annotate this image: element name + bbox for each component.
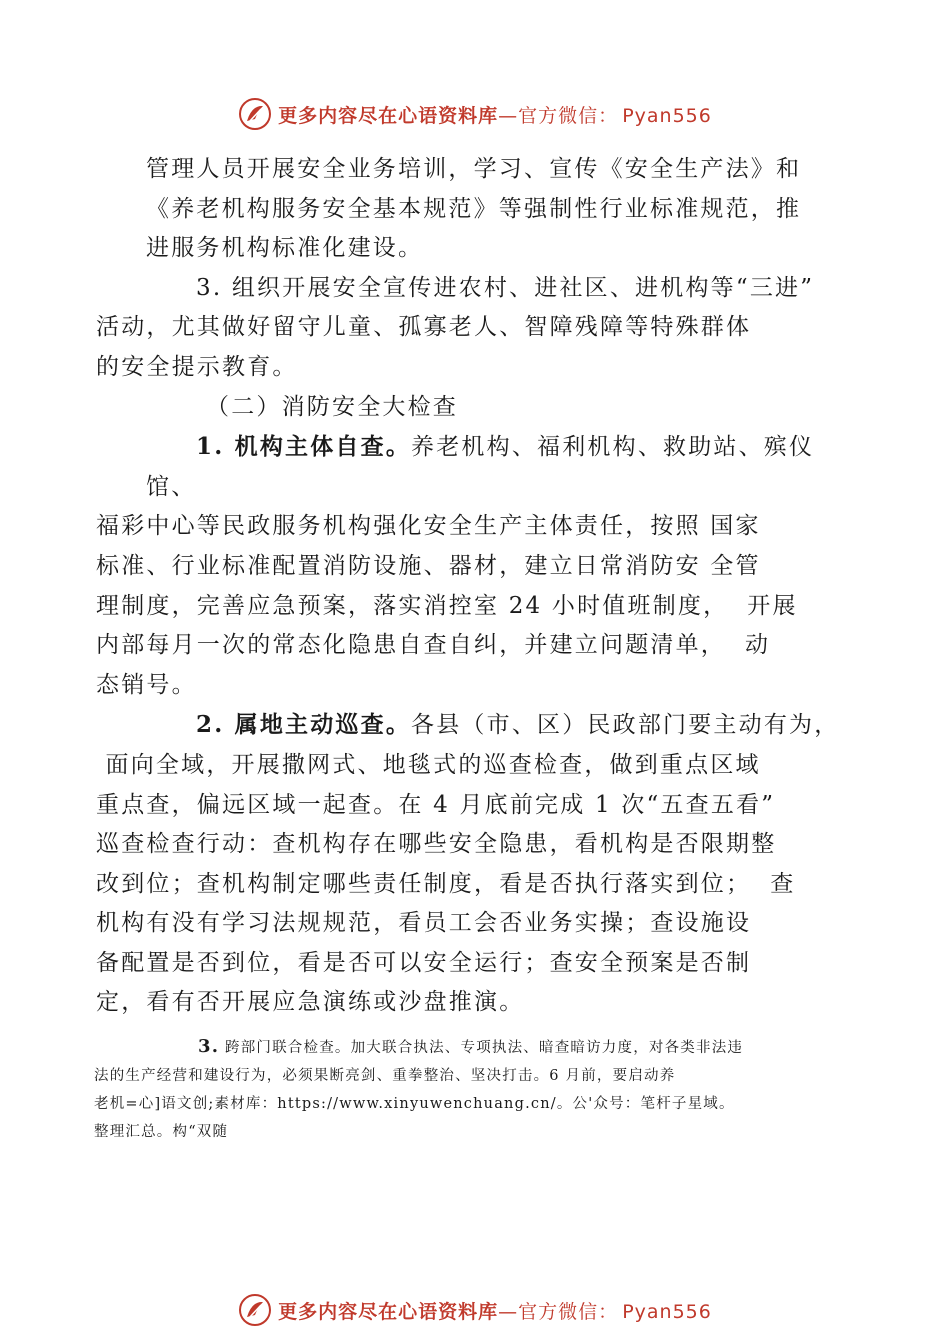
page-footer xyxy=(0,1290,950,1330)
text-line: 面向全域，开展撒网式、地毯式的巡查检查，做到重点区域 xyxy=(96,751,761,778)
text-line: 机构有没有学习法规规范，看员工会否业务实操；查设施设 xyxy=(96,910,752,937)
text-line: 定，看有否开展应急演练或沙盘推演。 xyxy=(96,989,525,1016)
text-line: 重点查，偏远区域一起查。在 4 月底前完成 1 次“五查五看” xyxy=(96,791,776,818)
paragraph-item-3 xyxy=(96,269,846,388)
paragraph-joint-inspection xyxy=(94,1033,836,1146)
text-line: 养老机构、福利机构、救助站、殡仪馆、 xyxy=(146,434,815,500)
text-line: 各县（市、区）民政部门要主动有为， xyxy=(411,712,840,739)
text-line: 福彩中心等民政服务机构强化安全生产主体责任，按照 国家 xyxy=(96,513,761,540)
item-number: 3. xyxy=(198,1036,220,1058)
text-line: 3. 组织开展安全宣传进农村、进社区、进机构等“三进” xyxy=(196,274,815,301)
text-line: 管理人员开展安全业务培训，学习、宣传《安全生产法》和 xyxy=(146,156,802,182)
text-line: 理制度，完善应急预案，落实消控室 24 小时值班制度， 开展 xyxy=(96,592,798,619)
text-line: 整理汇总。构“双随 xyxy=(94,1124,229,1141)
header-dash: — xyxy=(498,104,519,127)
footer-brand: 更多内容尽在心语资料库 xyxy=(278,1300,499,1323)
text-line: 内部每月一次的常态化隐患自查自纠，并建立问题清单， 动 xyxy=(96,632,771,659)
header-wechat-label: 官方微信： xyxy=(518,104,619,127)
text-line: 活动，尤其做好留守儿童、孤寡老人、智障残障等特殊群体 xyxy=(96,314,752,341)
text-line: 巡查检查行动：查机构存在哪些安全隐患，看机构是否限期整 xyxy=(96,831,777,858)
brand-logo-icon xyxy=(238,1293,272,1327)
brand-logo-icon xyxy=(238,97,272,131)
text-line: 《养老机构服务安全基本规范》等强制性行业标准规范，推 xyxy=(146,195,802,222)
paragraph-self-inspection xyxy=(96,427,846,705)
footer-wechat-id: Pyan556 xyxy=(622,1300,712,1323)
text-line: 备配置是否到位，看是否可以安全运行；查安全预案是否制 xyxy=(96,949,752,976)
text-line: 态销号。 xyxy=(96,671,197,698)
paragraph-training xyxy=(146,150,846,269)
text-line: 的安全提示教育。 xyxy=(96,353,298,380)
footer-wechat-label: 官方微信： xyxy=(518,1300,619,1323)
text-line: 标准、行业标准配置消防设施、器材，建立日常消防安 全管 xyxy=(96,552,761,579)
item-lead: 1. 机构主体自查。 xyxy=(196,433,412,461)
item-lead: 2. 属地主动巡查。 xyxy=(196,711,412,739)
header-wechat-id: Pyan556 xyxy=(622,104,712,127)
header-brand: 更多内容尽在心语资料库 xyxy=(278,104,499,127)
page-header xyxy=(0,94,950,134)
text-line: 进服务机构标准化建设。 xyxy=(146,235,424,262)
footer-dash: — xyxy=(498,1300,519,1323)
section-heading: （二）消防安全大检查 xyxy=(206,393,458,420)
text-line: 法的生产经营和建设行为，必须果断亮剑、重拳整治、坚决打击。6 月前，要启动养 xyxy=(94,1068,676,1085)
text-line: 跨部门联合检查。加大联合执法、专项执法、暗查暗访力度，对各类非法违 xyxy=(219,1040,744,1057)
paragraph-patrol xyxy=(96,705,846,1023)
document-body xyxy=(94,150,846,1146)
text-line: 改到位；查机构制定哪些责任制度，看是否执行落实到位； 查 xyxy=(96,870,796,897)
text-line: 老机=心]语文创;素材库：https://www.xinyuwenchuang.cn/。公'众号：笔杆子星域。 xyxy=(94,1096,735,1113)
